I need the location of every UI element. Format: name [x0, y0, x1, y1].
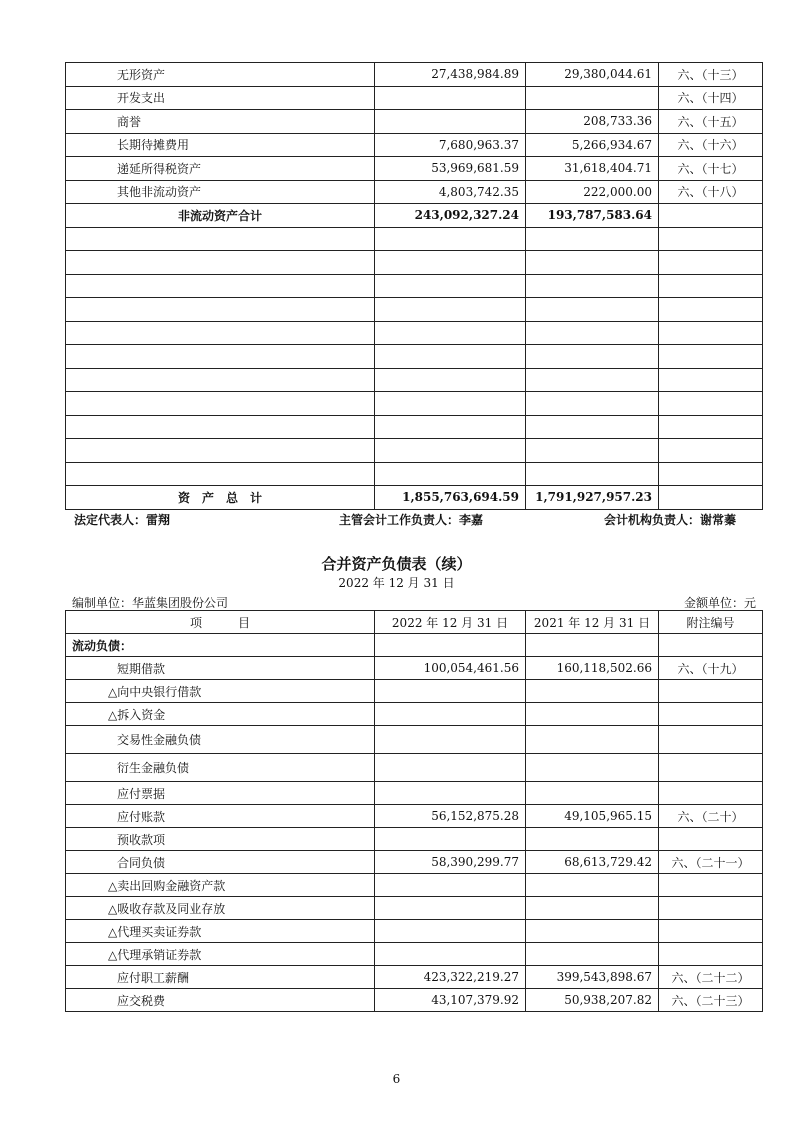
empty-row: [66, 439, 763, 463]
row-item-name: 商誉: [66, 110, 375, 134]
table-row: [66, 989, 763, 1012]
row-note-ref: [659, 680, 763, 703]
row-current-value: 423,322,219.27: [375, 966, 526, 989]
row-prior-value: 50,938,207.82: [526, 989, 659, 1012]
row-item-name: 应付票据: [66, 782, 375, 805]
row-current-value: [375, 920, 526, 943]
row-current-value: 58,390,299.77: [375, 851, 526, 874]
table-row: [66, 703, 763, 726]
empty-row: [66, 251, 763, 275]
accounting-head: 主管会计工作负责人：李嘉: [339, 513, 484, 527]
header-note: 附注编号: [659, 611, 763, 634]
total-prior-value: 1,791,927,957.23: [526, 486, 659, 510]
table-row: [66, 943, 763, 966]
row-item-name: △代理买卖证券款: [66, 920, 375, 943]
row-prior-value: [526, 897, 659, 920]
empty-cell: [659, 486, 763, 510]
header-row: [66, 611, 763, 634]
page-title: 合并资产负债表（续）: [321, 555, 472, 573]
empty-row: [66, 227, 763, 251]
row-current-value: [375, 110, 526, 134]
table-row: [66, 133, 763, 157]
row-note-ref: 六、（二十二）: [659, 966, 763, 989]
table-row: [66, 63, 763, 87]
header-item: 项 目: [66, 611, 375, 634]
table-row: [66, 657, 763, 680]
table-row: [66, 828, 763, 851]
row-item-name: 无形资产: [66, 63, 375, 87]
row-note-ref: 六、（二十三）: [659, 989, 763, 1012]
table-row: [66, 157, 763, 181]
row-item-name: 短期借款: [66, 657, 375, 680]
subtotal-prior-value: 193,787,583.64: [526, 204, 659, 228]
row-note-ref: [659, 874, 763, 897]
section-row: [66, 634, 763, 657]
subtotal-current-value: 243,092,327.24: [375, 204, 526, 228]
row-item-name: 应交税费: [66, 989, 375, 1012]
empty-row: [66, 368, 763, 392]
row-prior-value: [526, 874, 659, 897]
row-current-value: [375, 680, 526, 703]
row-note-ref: [659, 920, 763, 943]
empty-cell: [659, 204, 763, 228]
row-current-value: 27,438,984.89: [375, 63, 526, 87]
row-note-ref: [659, 782, 763, 805]
current-liabilities-table: [65, 610, 763, 1012]
table-row: [66, 754, 763, 782]
row-item-name: 应付账款: [66, 805, 375, 828]
table-row: [66, 851, 763, 874]
row-item-name: △卖出回购金融资产款: [66, 874, 375, 897]
row-current-value: 100,054,461.56: [375, 657, 526, 680]
row-note-ref: 六、（十七）: [659, 157, 763, 181]
table-row: [66, 86, 763, 110]
row-note-ref: [659, 703, 763, 726]
row-prior-value: [526, 782, 659, 805]
row-prior-value: 160,118,502.66: [526, 657, 659, 680]
row-current-value: [375, 703, 526, 726]
subtotal-row: [66, 204, 763, 228]
row-note-ref: 六、（二十一）: [659, 851, 763, 874]
table-row: [66, 805, 763, 828]
table-row: [66, 920, 763, 943]
row-note-ref: 六、（十五）: [659, 110, 763, 134]
table-row: [66, 680, 763, 703]
row-prior-value: [526, 754, 659, 782]
row-item-name: 应付职工薪酬: [66, 966, 375, 989]
row-note-ref: [659, 726, 763, 754]
total-row: [66, 486, 763, 510]
total-current-value: 1,855,763,694.59: [375, 486, 526, 510]
row-prior-value: 399,543,898.67: [526, 966, 659, 989]
row-current-value: [375, 782, 526, 805]
row-prior-value: [526, 726, 659, 754]
table-row: [66, 966, 763, 989]
row-prior-value: 68,613,729.42: [526, 851, 659, 874]
row-item-name: △代理承销证券款: [66, 943, 375, 966]
row-prior-value: [526, 920, 659, 943]
empty-row: [66, 274, 763, 298]
header-current-date: 2022 年 12 月 31 日: [375, 611, 526, 634]
row-prior-value: [526, 86, 659, 110]
accounting-org-head: 会计机构负责人：谢常蓁: [604, 513, 737, 527]
row-item-name: 预收款项: [66, 828, 375, 851]
row-item-name: 交易性金融负债: [66, 726, 375, 754]
subtotal-label: 非流动资产合计: [66, 204, 375, 228]
empty-row: [66, 415, 763, 439]
row-current-value: 7,680,963.37: [375, 133, 526, 157]
currency-unit: 金额单位：元: [683, 596, 756, 610]
page-number: 6: [392, 1072, 401, 1086]
row-note-ref: 六、（十三）: [659, 63, 763, 87]
row-current-value: 56,152,875.28: [375, 805, 526, 828]
row-note-ref: 六、（十九）: [659, 657, 763, 680]
empty-row: [66, 345, 763, 369]
row-note-ref: 六、（十六）: [659, 133, 763, 157]
row-item-name: △吸收存款及同业存放: [66, 897, 375, 920]
row-current-value: [375, 828, 526, 851]
row-item-name: 开发支出: [66, 86, 375, 110]
row-prior-value: [526, 828, 659, 851]
row-note-ref: 六、（十四）: [659, 86, 763, 110]
row-prior-value: 31,618,404.71: [526, 157, 659, 181]
row-item-name: 长期待摊费用: [66, 133, 375, 157]
row-current-value: 43,107,379.92: [375, 989, 526, 1012]
row-prior-value: [526, 943, 659, 966]
empty-row: [66, 392, 763, 416]
empty-row: [66, 321, 763, 345]
table-row: [66, 726, 763, 754]
row-current-value: 4,803,742.35: [375, 180, 526, 204]
row-item-name: 其他非流动资产: [66, 180, 375, 204]
row-item-name: △向中央银行借款: [66, 680, 375, 703]
row-item-name: 递延所得税资产: [66, 157, 375, 181]
row-current-value: 53,969,681.59: [375, 157, 526, 181]
row-item-name: △拆入资金: [66, 703, 375, 726]
row-note-ref: [659, 943, 763, 966]
non-current-assets-table: [65, 62, 763, 510]
row-current-value: [375, 874, 526, 897]
total-assets-label: 资 产 总 计: [66, 486, 375, 510]
row-note-ref: [659, 754, 763, 782]
table-row: [66, 897, 763, 920]
empty-row: [66, 462, 763, 486]
row-note-ref: [659, 897, 763, 920]
row-note-ref: 六、（二十）: [659, 805, 763, 828]
row-prior-value: 49,105,965.15: [526, 805, 659, 828]
row-note-ref: [659, 828, 763, 851]
row-current-value: [375, 943, 526, 966]
table-row: [66, 110, 763, 134]
row-item-name: 合同负债: [66, 851, 375, 874]
empty-row: [66, 298, 763, 322]
row-prior-value: 29,380,044.61: [526, 63, 659, 87]
row-current-value: [375, 86, 526, 110]
row-current-value: [375, 897, 526, 920]
row-current-value: [375, 754, 526, 782]
row-prior-value: [526, 680, 659, 703]
header-prior-date: 2021 年 12 月 31 日: [526, 611, 659, 634]
row-prior-value: 5,266,934.67: [526, 133, 659, 157]
row-current-value: [375, 726, 526, 754]
row-prior-value: [526, 703, 659, 726]
row-note-ref: 六、（十八）: [659, 180, 763, 204]
row-prior-value: 208,733.36: [526, 110, 659, 134]
table-row: [66, 874, 763, 897]
row-item-name: 衍生金融负债: [66, 754, 375, 782]
table-row: [66, 782, 763, 805]
row-prior-value: 222,000.00: [526, 180, 659, 204]
section-label: 流动负债：: [66, 634, 375, 657]
table-row: [66, 180, 763, 204]
company-name: 编制单位：华蓝集团股份公司: [72, 596, 229, 610]
report-date: 2022 年 12 月 31 日: [338, 576, 455, 590]
legal-representative: 法定代表人：雷翔: [74, 513, 171, 527]
